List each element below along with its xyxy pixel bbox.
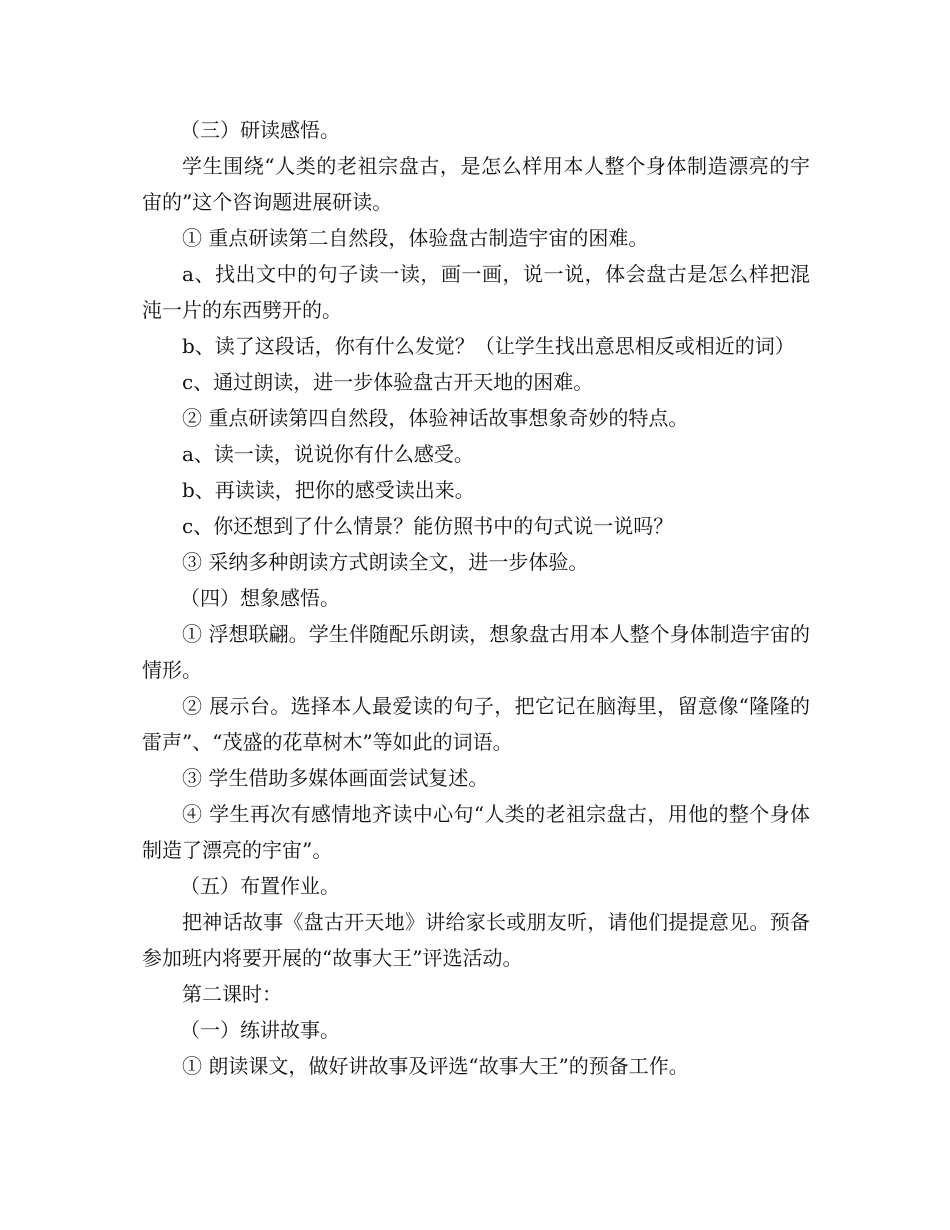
paragraph: c、通过朗读，进一步体验盘古开天地的困难。	[182, 370, 594, 394]
paragraph: ③ 学生借助多媒体画面尝试复述。	[182, 766, 489, 790]
paragraph: 学生围绕“人类的老祖宗盘古，是怎么样用本人整个身体制造漂亮的宇宙的”这个咨询题进展研读。	[142, 154, 810, 214]
section-heading-1: （一）练讲故事。	[180, 1018, 340, 1042]
paragraph: ③ 采纳多种朗读方式朗读全文，进一步体验。	[182, 550, 589, 574]
section-heading-5: （五）布置作业。	[180, 874, 340, 898]
lesson-title: 第二课时：	[182, 982, 282, 1006]
paragraph: ① 重点研读第二自然段，体验盘古制造宇宙的困难。	[182, 226, 649, 250]
paragraph: a、找出文中的句子读一读，画一画，说一说，体会盘古是怎么样把混沌一片的东西劈开的。	[142, 262, 810, 322]
paragraph: ④ 学生再次有感情地齐读中心句“人类的老祖宗盘古，用他的整个身体制造了漂亮的宇宙”。	[142, 802, 810, 862]
paragraph: b、再读读，把你的感受读出来。	[182, 478, 475, 502]
paragraph: ① 浮想联翩。学生伴随配乐朗读，想象盘古用本人整个身体制造宇宙的情形。	[142, 622, 810, 682]
paragraph: c、你还想到了什么情景？能仿照书中的句式说一说吗？	[182, 514, 674, 538]
paragraph: 把神话故事《盘古开天地》讲给家长或朋友听，请他们提提意见。预备参加班内将要开展的“故事大王”评选活动。	[142, 910, 810, 970]
paragraph: ② 展示台。选择本人最爱读的句子，把它记在脑海里，留意像“隆隆的雷声”、“茂盛的花草树木”等如此的词语。	[142, 694, 810, 754]
paragraph: ② 重点研读第四自然段，体验神话故事想象奇妙的特点。	[182, 406, 689, 430]
paragraph: a、读一读，说说你有什么感受。	[182, 442, 474, 466]
paragraph: b、读了这段话，你有什么发觉？（让学生找出意思相反或相近的词）	[182, 334, 795, 358]
document-page	[142, 112, 810, 1084]
section-heading-3: （三）研读感悟。	[180, 118, 340, 142]
section-heading-4: （四）想象感悟。	[180, 586, 340, 610]
paragraph: ① 朗读课文，做好讲故事及评选“故事大王”的预备工作。	[182, 1054, 689, 1078]
